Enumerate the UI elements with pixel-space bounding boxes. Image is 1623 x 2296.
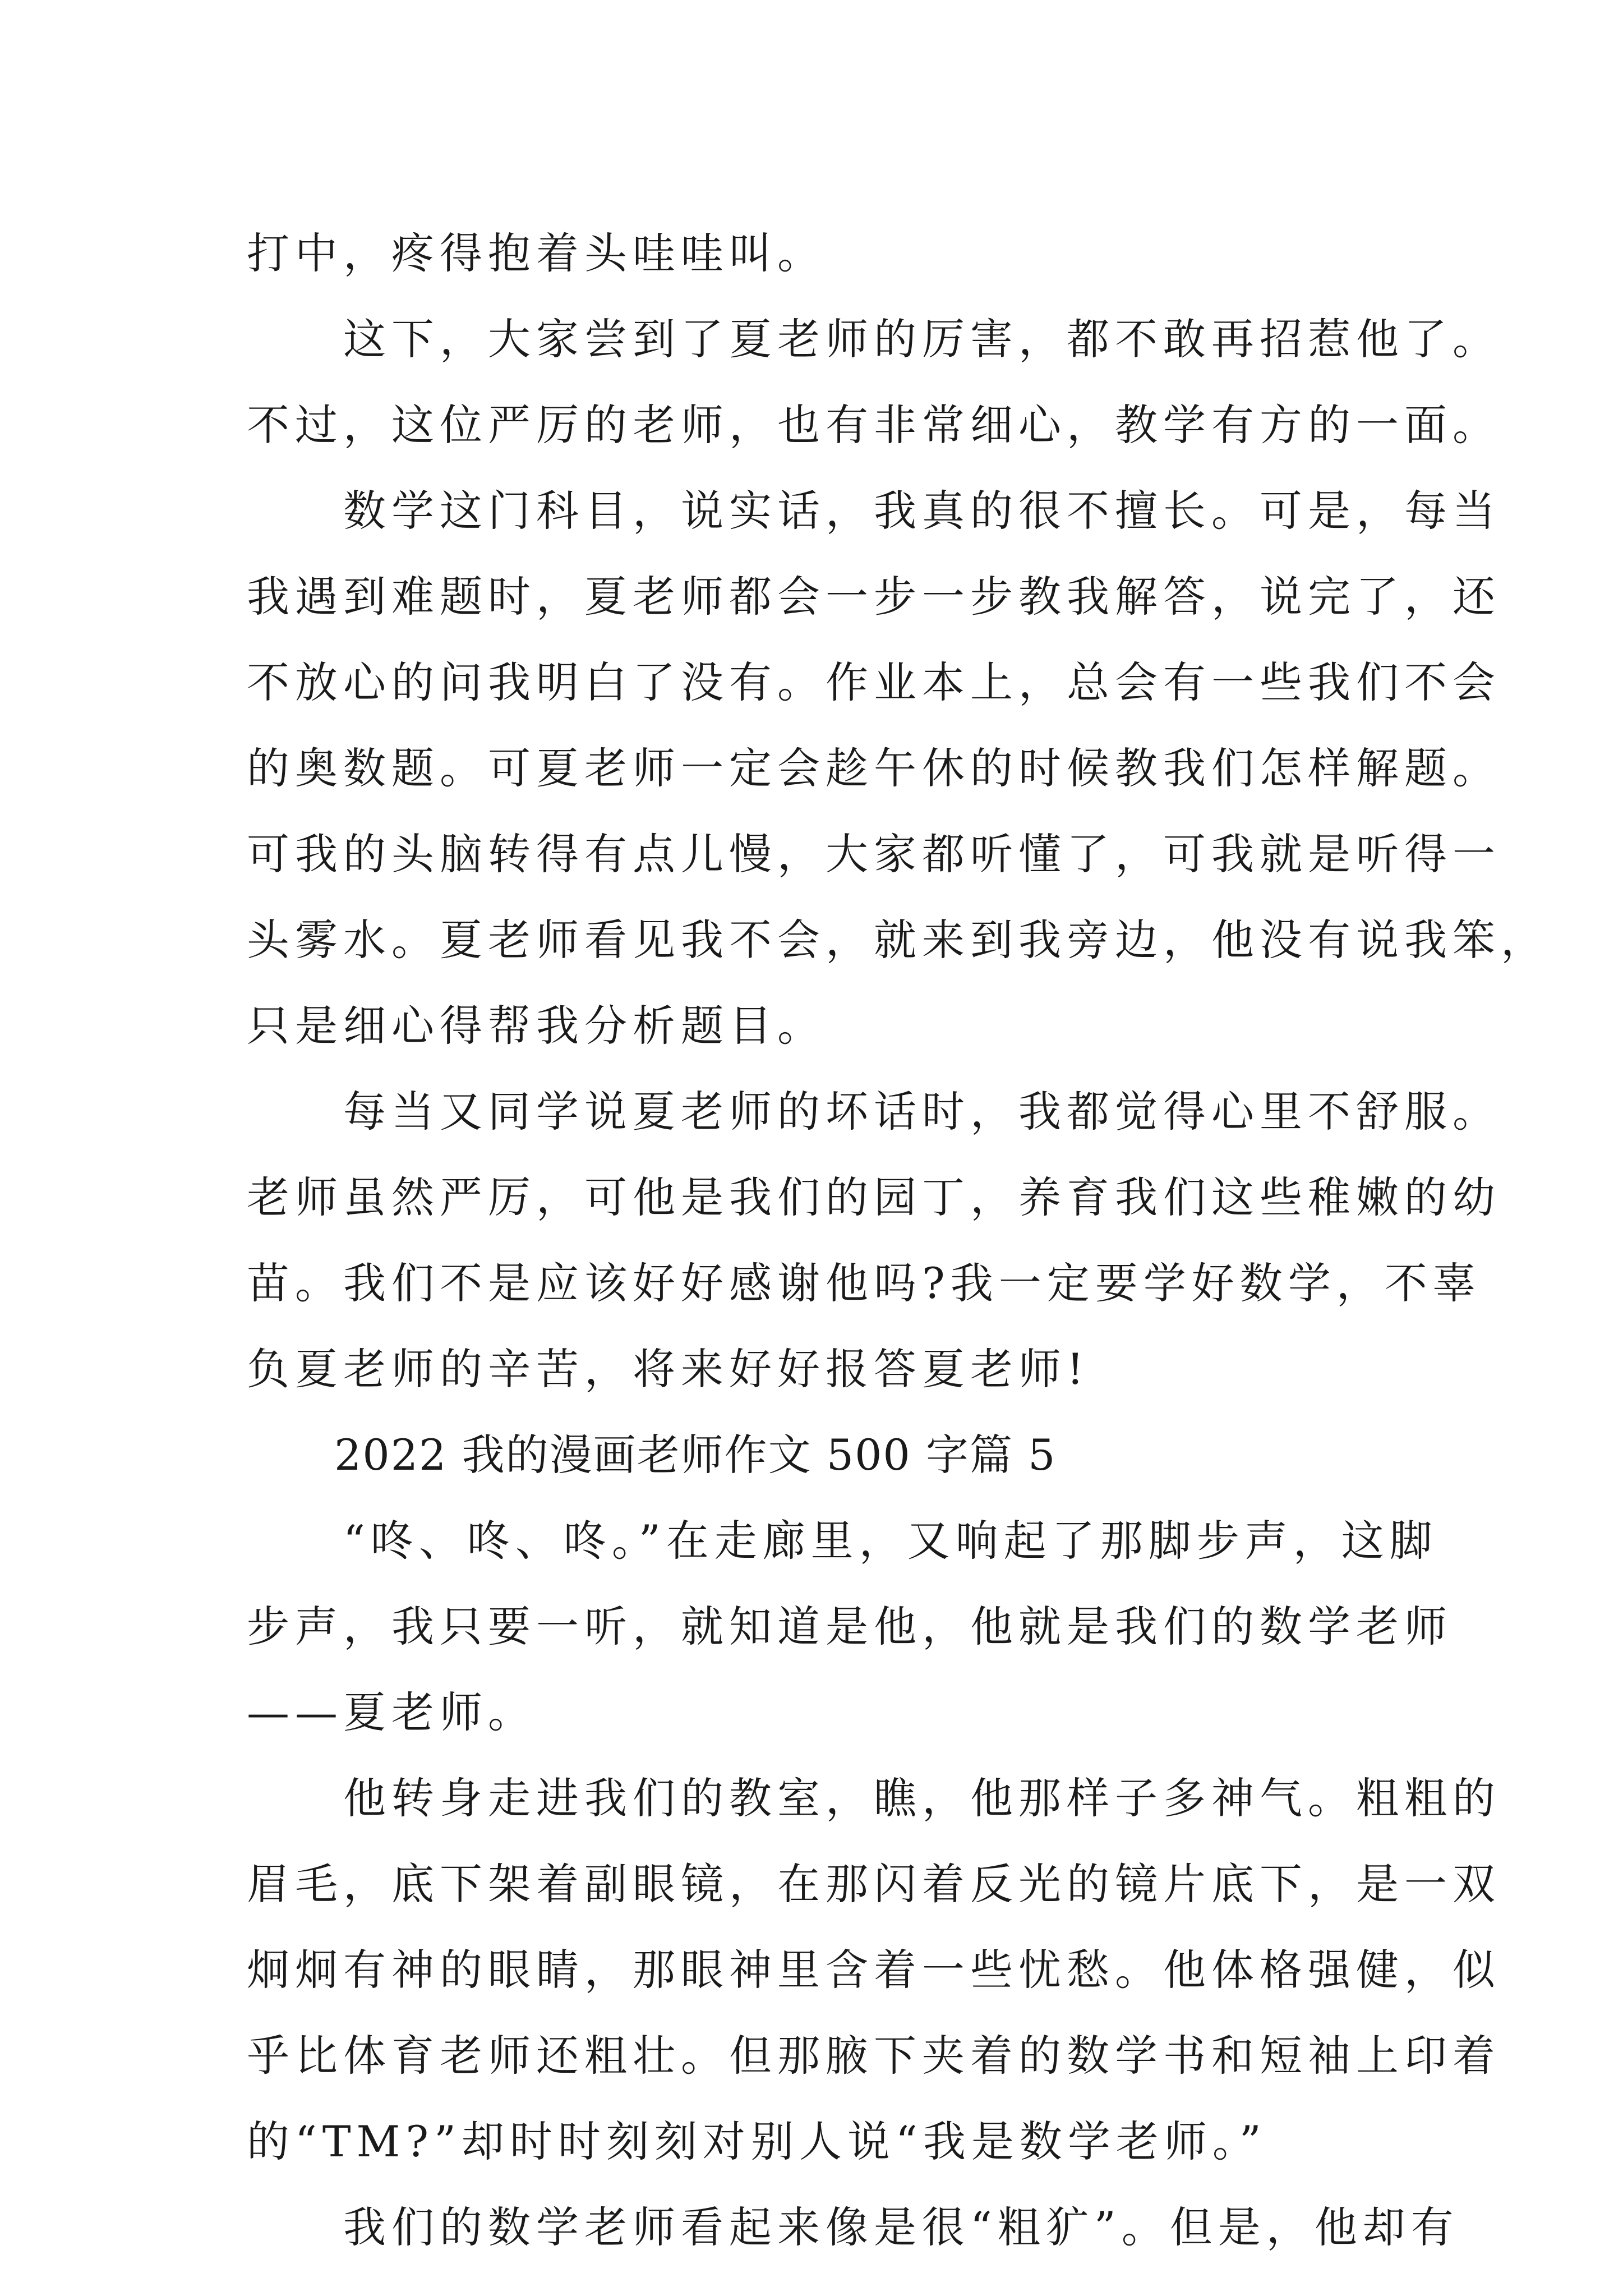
text-line: 负夏老师的辛苦，将来好好报答夏老师! [247, 1344, 1090, 1394]
text-line: 只是细心得帮我分析题目。 [247, 1001, 826, 1051]
text-line: 可我的头脑转得有点儿慢，大家都听懂了，可我就是听得一 [247, 829, 1501, 879]
text-line: 头雾水。夏老师看见我不会，就来到我旁边，他没有说我笨， [247, 915, 1549, 965]
text-line: 不过，这位严厉的老师，也有非常细心，教学有方的一面。 [247, 400, 1501, 450]
text-line: 我们的数学老师看起来像是很“粗犷”。但是，他却有 [247, 2202, 1459, 2252]
text-line: 数学这门科目，说实话，我真的很不擅长。可是，每当 [247, 486, 1501, 536]
text-line: 炯炯有神的眼睛，那眼神里含着一些忧愁。他体格强健，似 [247, 1945, 1501, 1995]
text-line: 的奥数题。可夏老师一定会趁午休的时候教我们怎样解题。 [247, 743, 1501, 793]
text-line: 老师虽然严厉，可他是我们的园丁，养育我们这些稚嫩的幼 [247, 1172, 1501, 1222]
text-line: ——夏老师。 [247, 1687, 536, 1737]
text-line: 的“TM?”却时时刻刻对别人说“我是数学老师。” [247, 2116, 1267, 2166]
text-line: 他转身走进我们的教室，瞧，他那样子多神气。粗粗的 [247, 1773, 1501, 1823]
section-heading: 2022 我的漫画老师作文 500 字篇 5 [247, 1430, 1057, 1480]
text-line: 我遇到难题时，夏老师都会一步一步教我解答，说完了，还 [247, 572, 1501, 622]
text-line: 每当又同学说夏老师的坏话时，我都觉得心里不舒服。 [247, 1087, 1501, 1137]
text-line: 步声，我只要一听，就知道是他，他就是我们的数学老师 [247, 1602, 1453, 1651]
text-line: 苗。我们不是应该好好感谢他吗?我一定要学好数学，不辜 [247, 1258, 1481, 1308]
text-line: 不放心的问我明白了没有。作业本上，总会有一些我们不会 [247, 657, 1501, 707]
body-text [247, 210, 1549, 2270]
text-line: “咚、咚、咚。”在走廊里，又响起了那脚步声，这脚 [247, 1516, 1438, 1566]
text-line: 这下，大家尝到了夏老师的厉害，都不敢再招惹他了。 [247, 314, 1501, 364]
text-line: 打中，疼得抱着头哇哇叫。 [247, 228, 826, 278]
text-line: 眉毛，底下架着副眼镜，在那闪着反光的镜片底下，是一双 [247, 1859, 1501, 1909]
text-line: 乎比体育老师还粗壮。但那腋下夹着的数学书和短袖上印着 [247, 2031, 1501, 2081]
